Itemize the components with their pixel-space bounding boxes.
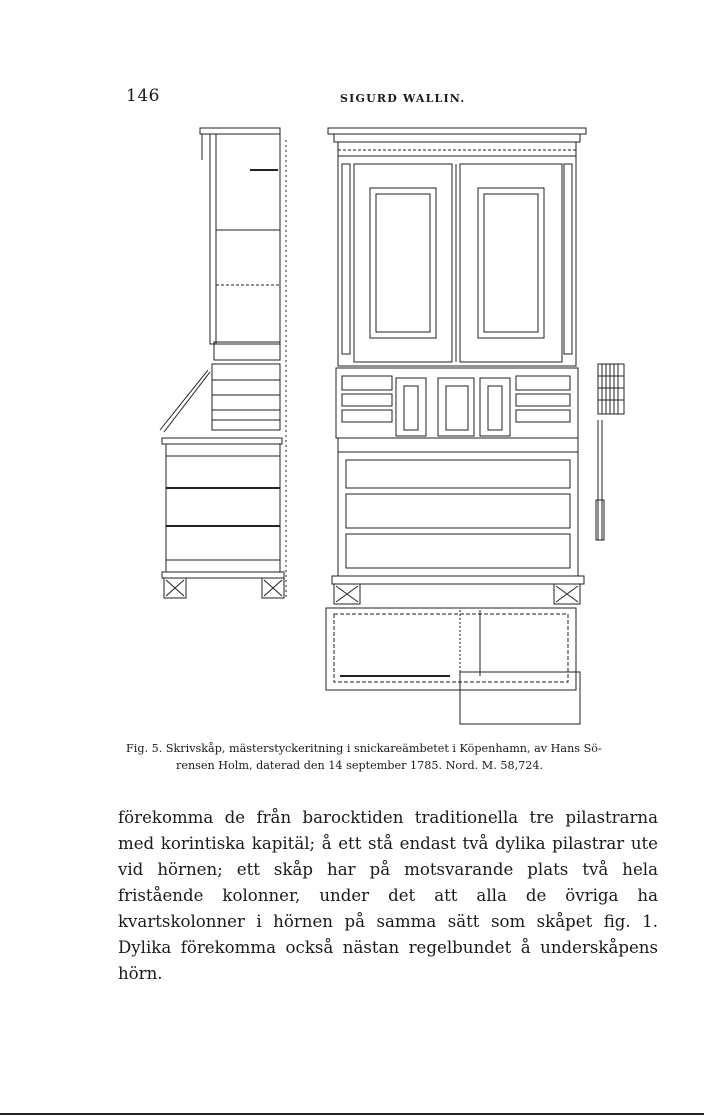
plan-view	[326, 608, 580, 724]
body-paragraph: förekomma de från barocktiden traditionella tre pilastrarna med korintiska kapitäl; å ett stå endast två dylika pilastrar ute vid hörnen; ett skåp har på motsvarande plats två hela fristående kolonner, under det att alla de övriga ha kvartskolonner i hörnen på samma sätt som skåpet fig. 1. Dylika förekomma också nästan regelbundet å underskåpens hörn.	[118, 808, 658, 983]
page-number: 146	[126, 86, 160, 106]
caption-line-1: Fig. 5. Skrivskåp, mästerstyckeritning i snickareämbetet i Köpenhamn, av Hans Sö-	[126, 742, 602, 755]
caption-line-2: rensen Holm, daterad den 14 september 1785. Nord. M. 58,724.	[176, 759, 544, 772]
running-title: SIGURD WALLIN.	[340, 92, 466, 105]
profile-detail	[596, 364, 624, 540]
cabinet-drawing-icon	[150, 120, 640, 730]
front-elevation	[328, 128, 586, 604]
figure-caption	[126, 740, 662, 774]
figure-drawing	[150, 120, 640, 730]
side-elevation	[160, 128, 286, 600]
page-bottom-rule	[0, 1113, 704, 1115]
